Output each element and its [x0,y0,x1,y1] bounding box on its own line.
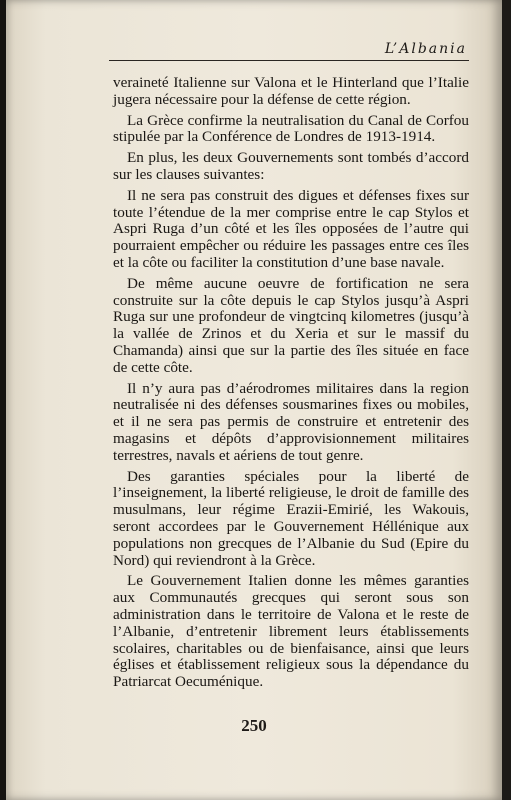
paragraph-2: La Grèce confirme la neutralisation du Canal de Corfou stipulée par la Conférence de Londres de 1913-1914. [113,111,469,146]
page-number: 250 [241,716,267,735]
paragraph-6: Il n’y aura pas d’aérodromes militaires dans la region neutralisée ni des défenses sousmarines fixes ou mobiles, et il ne sera pas permis de construire et entretenir des magasins et dépôts d’approvisionnement militaires terrestres, navals et aériens de tout genre. [113,379,469,464]
running-head [109,39,469,61]
running-title: L’Albania [384,40,467,57]
paragraph-4: Il ne sera pas construit des digues et défenses fixes sur toute l’étendue de la mer comprise entre le cap Stylos et Aspri Ruga d’un côté et les îles opposées de l’autre qui pourraient empêcher ou réduire les passages entre ces îles et la côte ou faciliter la constitution d’une base navale. [113,186,469,271]
paragraph-5: De même aucune oeuvre de fortification ne sera construite sur la côte depuis le cap Stylos jusqu’à Aspri Ruga sur une profondeur de vingtcinq kilometres (jusqu’à la vallée de Zrinos et du Xeria et sur le massif du Chamanda) ainsi que sur la partie des îles située en face de cette côte. [113,274,469,376]
paragraph-3: En plus, les deux Gouvernements sont tombés d’accord sur les clauses suivantes: [113,149,469,183]
paragraph-1: veraineté Italienne sur Valona et le Hinterland que l’Italie jugera nécessaire pour la défense de cette région. [113,74,469,108]
body-text [113,75,469,695]
paragraph-8: Le Gouvernement Italien donne les mêmes garanties aux Communautés grecques qui seront sous son administration dans le territoire de Valona et le reste de l’Albanie, d’entretenir librement leurs établissements scolaires, charitables ou de bienfaisance, ainsi que leurs églises et établissement religieux sous la dépendance du Patriarcat Oecuménique. [113,572,469,691]
paragraph-7: Des garanties spéciales pour la liberté de l’inseignement, la liberté religieuse, le droit de famille des musulmans, leur régime Erazii-Emirié, les Wakouis, seront accordees par le Gouvernement Héllénique aux populations non grecques de l’Albanie du Sud (Epire du Nord) qui reviendront à la Grèce. [113,467,469,569]
book-spine-shadow [502,0,511,800]
book-page [6,0,502,800]
